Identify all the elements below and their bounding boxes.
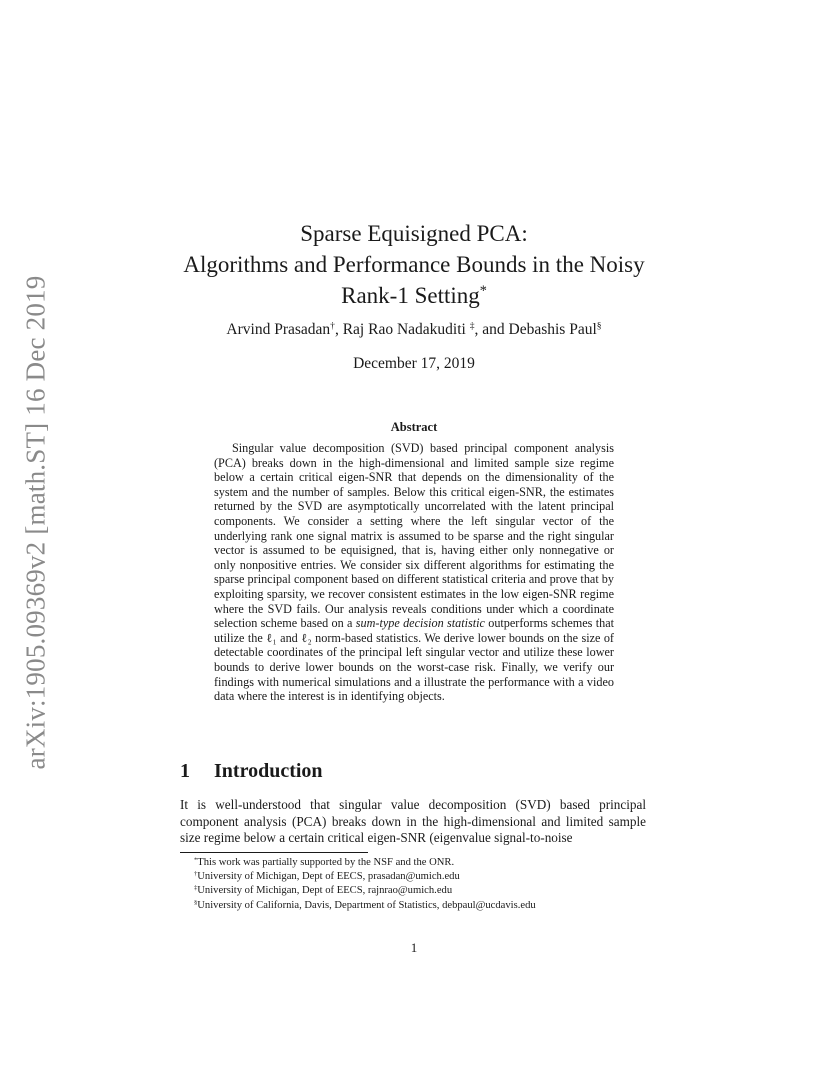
author-2-mark: ‡ bbox=[469, 320, 475, 332]
author-2: Raj Rao Nadakuditi bbox=[342, 321, 466, 338]
footnote-4-text: University of California, Davis, Department of Statistics, debpaul@ucdavis.edu bbox=[197, 899, 536, 911]
paper-title bbox=[150, 218, 678, 311]
author-1: Arvind Prasadan bbox=[226, 321, 331, 338]
footnote-4 bbox=[180, 899, 650, 913]
footnote-1 bbox=[180, 856, 650, 870]
author-3-mark: § bbox=[596, 320, 602, 332]
abstract-heading: Abstract bbox=[390, 420, 438, 434]
title-line-3 bbox=[150, 280, 678, 311]
author-list: Arvind Prasadan†, Raj Rao Nadakuditi ‡, and Debashis Paul§ bbox=[226, 320, 602, 338]
intro-paragraph: It is well-understood that singular value decomposition (SVD) based principal component analysis (PCA) breaks down in the high-dimensional and limited sample size regime below a certain critical eigen-SNR (eigenvalue signal-to-noise bbox=[180, 797, 646, 846]
title-line-2: Algorithms and Performance Bounds in the Noisy bbox=[183, 252, 645, 277]
abstract-body bbox=[214, 441, 614, 704]
footnote-2-text: University of Michigan, Dept of EECS, prasadan@umich.edu bbox=[197, 871, 460, 883]
arxiv-identifier: arXiv:1905.09369v2 [math.ST] 16 Dec 2019 bbox=[20, 275, 51, 770]
footnote-3-mark: ‡ bbox=[194, 884, 198, 892]
abstract-text-part-2: outperforms schemes that utilize the ℓ₁ and ℓ₂ norm-based statistics. We derive lower bounds on the size of detectable coordinates of the principal left singular vector and utilize these lower bounds to derive lower bounds on the worst-case risk. Finally, we verify our findings with numerical simulations and a illustrate the performance with a video data where the interest is in identifying objects. bbox=[214, 616, 614, 704]
section-title: Introduction bbox=[214, 760, 323, 782]
footnotes bbox=[180, 856, 650, 913]
author-1-mark: † bbox=[330, 320, 335, 332]
title-line-1: Sparse Equisigned PCA: bbox=[300, 221, 528, 246]
arxiv-sidebar bbox=[18, 270, 54, 775]
footnote-2-mark: † bbox=[194, 870, 198, 878]
footnote-3-text: University of Michigan, Dept of EECS, rajnrao@umich.edu bbox=[197, 885, 453, 897]
author-3: and Debashis Paul bbox=[482, 321, 597, 338]
footnote-2 bbox=[180, 870, 650, 884]
footnote-3 bbox=[180, 884, 650, 898]
section-number: 1 bbox=[180, 760, 190, 782]
paper-date: December 17, 2019 bbox=[353, 355, 475, 372]
footnote-4-mark: § bbox=[194, 899, 198, 906]
footnote-1-text: This work was partially supported by the NSF and the ONR. bbox=[197, 857, 455, 868]
title-line-3-text: Rank-1 Setting bbox=[341, 283, 480, 308]
title-footnote-mark: * bbox=[479, 283, 487, 300]
abstract-emphasis: sum-type decision statistic bbox=[355, 616, 485, 631]
abstract-text-part-1: Singular value decomposition (SVD) based principal component analysis (PCA) breaks down in the high-dimensional and limited sample size regime below a certain critical eigen-SNR that depends on the dimensionality of the system and the number of samples. Below this critical eigen-SNR, the estimates returned by the SVD are asymptotically uncorrelated with the latent principal components. We consider a setting where the left singular vector of the underlying rank one signal matrix is assumed to be sparse and the right singular vector is assumed to be equisigned, that is, having either only nonnegative or only nonpositive entries. We consider six different algorithms for estimating the sparse principal component based on different statistical criteria and prove that by exploiting sparsity, we recover consistent estimates in the low eigen-SNR regime where the SVD fails. Our analysis reveals conditions under which a coordinate selection scheme based on a bbox=[214, 441, 614, 631]
page-number: 1 bbox=[410, 940, 418, 955]
footnote-divider bbox=[180, 852, 368, 853]
section-heading bbox=[180, 760, 323, 783]
footnote-1-mark: * bbox=[194, 856, 198, 864]
